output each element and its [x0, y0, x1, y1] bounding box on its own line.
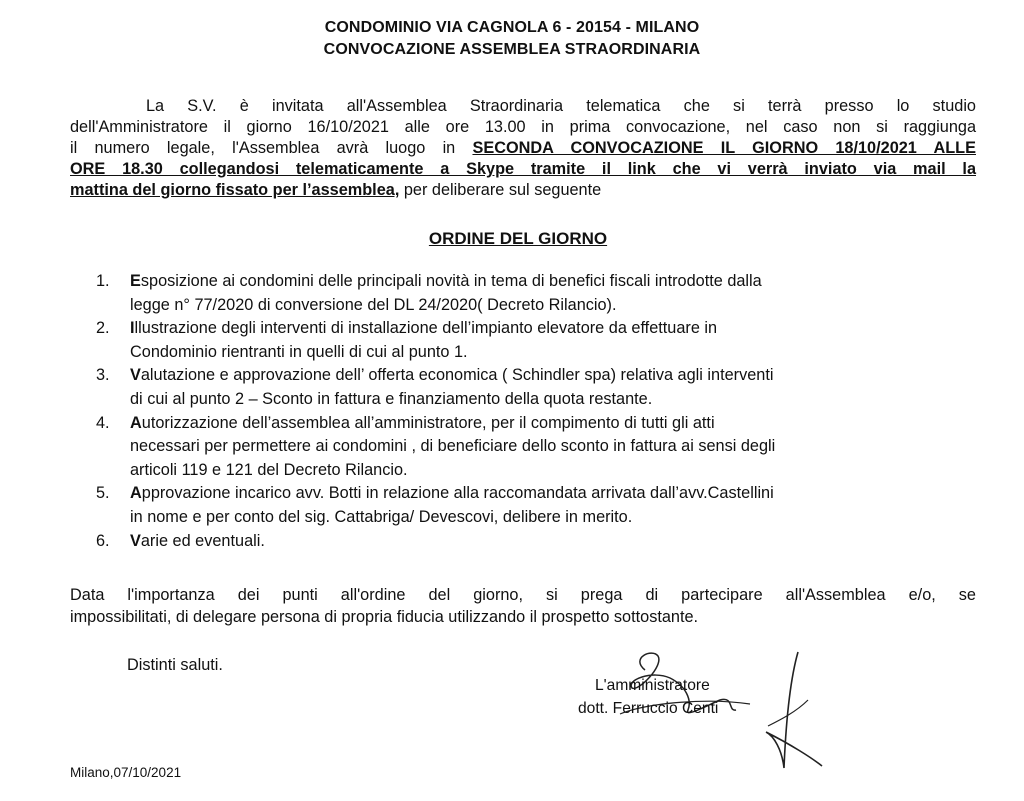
- intro-text: il numero legale, l'Assemblea avrà luogo in: [70, 139, 473, 157]
- intro-text: per deliberare sul seguente: [399, 181, 602, 199]
- signature-name: dott. Ferruccio Centi: [578, 700, 719, 717]
- agenda-text: alutazione e approvazione dell’ offerta economica ( Schindler spa) relativa agli interventi: [140, 366, 774, 385]
- agenda-text: llustrazione degli interventi di installazione dell’impianto elevatore da effettuare in: [134, 319, 718, 338]
- agenda-text: necessari per permettere ai condomini , di beneficiare dello sconto in fattura ai sensi degli: [130, 437, 776, 456]
- agenda-text: di cui al punto 2 – Sconto in fattura e finanziamento della quota restante.: [130, 389, 653, 408]
- agenda-text: legge n° 77/2020 di conversione del DL 24/2020( Decreto Rilancio).: [130, 295, 617, 314]
- agenda-initial: I: [130, 319, 135, 338]
- agenda-initial: A: [130, 413, 142, 432]
- closing-line: Data l'importanza dei punti all'ordine del giorno, si prega di partecipare all'Assemblea e/o, se: [70, 586, 976, 604]
- intro-line: dell'Amministratore il giorno 16/10/2021 alle ore 13.00 in prima convocazione, nel caso non si raggiunga: [70, 118, 976, 136]
- agenda-item: [96, 482, 996, 529]
- agenda-text: Condominio rientranti in quelli di cui al punto 1.: [130, 342, 468, 361]
- signature-role: L'amministratore: [595, 677, 710, 694]
- agenda-text: articoli 119 e 121 del Decreto Rilancio.: [130, 460, 408, 479]
- intro-paragraph: [70, 96, 976, 201]
- agenda-item: [96, 530, 996, 554]
- agenda-item: [96, 364, 996, 411]
- closing-paragraph: [70, 584, 976, 628]
- agenda-number: 6.: [96, 531, 110, 550]
- agenda-initial: V: [130, 531, 141, 550]
- agenda-item: [96, 412, 996, 483]
- header-condominium: CONDOMINIO VIA CAGNOLA 6 - 20154 - MILANO: [324, 19, 700, 36]
- agenda-number: 4.: [96, 413, 110, 432]
- second-call-text: ORE 18.30 collegandosi telematicamente a Skype tramite il link che vi verrà inviato via mail la: [70, 160, 976, 178]
- agenda-list: [96, 270, 996, 553]
- date-line: Milano,07/10/2021: [70, 765, 182, 780]
- agenda-number: 3.: [96, 366, 110, 385]
- agenda-number: 1.: [96, 272, 110, 290]
- second-call-text: mattina del giorno fissato per l’assemblea,: [70, 181, 400, 199]
- agenda-text: utorizzazione dell’assemblea all’amministratore, per il compimento di tutti gli atti: [141, 413, 715, 432]
- agenda-initial: E: [130, 272, 141, 290]
- agenda-number: 5.: [96, 484, 110, 503]
- agenda-text: in nome e per conto del sig. Cattabriga/ Devescovi, delibere in merito.: [130, 507, 633, 526]
- second-call-text: SECONDA CONVOCAZIONE IL GIORNO 18/10/2021 ALLE: [472, 139, 976, 157]
- agenda-number: 2.: [96, 319, 110, 338]
- agenda-text: pprovazione incarico avv. Botti in relazione alla raccomandata arrivata dall’avv.Castellini: [141, 484, 774, 503]
- header-title: CONVOCAZIONE ASSEMBLEA STRAORDINARIA: [323, 41, 701, 58]
- agenda-initial: A: [130, 484, 142, 503]
- agenda-text: arie ed eventuali.: [140, 531, 265, 550]
- greeting: Distinti saluti.: [127, 656, 223, 674]
- agenda-text: sposizione ai condomini delle principali novità in tema di benefici fiscali introdotte dalla: [140, 272, 762, 290]
- agenda-item: [96, 270, 996, 317]
- agenda-title: ORDINE DEL GIORNO: [428, 229, 608, 248]
- intro-line: [70, 180, 976, 201]
- agenda-initial: V: [130, 366, 141, 385]
- closing-line: impossibilitati, di delegare persona di propria fiducia utilizzando il prospetto sottostante.: [70, 608, 699, 626]
- intro-line: [70, 138, 976, 159]
- agenda-item: [96, 317, 996, 364]
- intro-line: La S.V. è invitata all'Assemblea Straordinaria telematica che si terrà presso lo studio: [146, 97, 976, 115]
